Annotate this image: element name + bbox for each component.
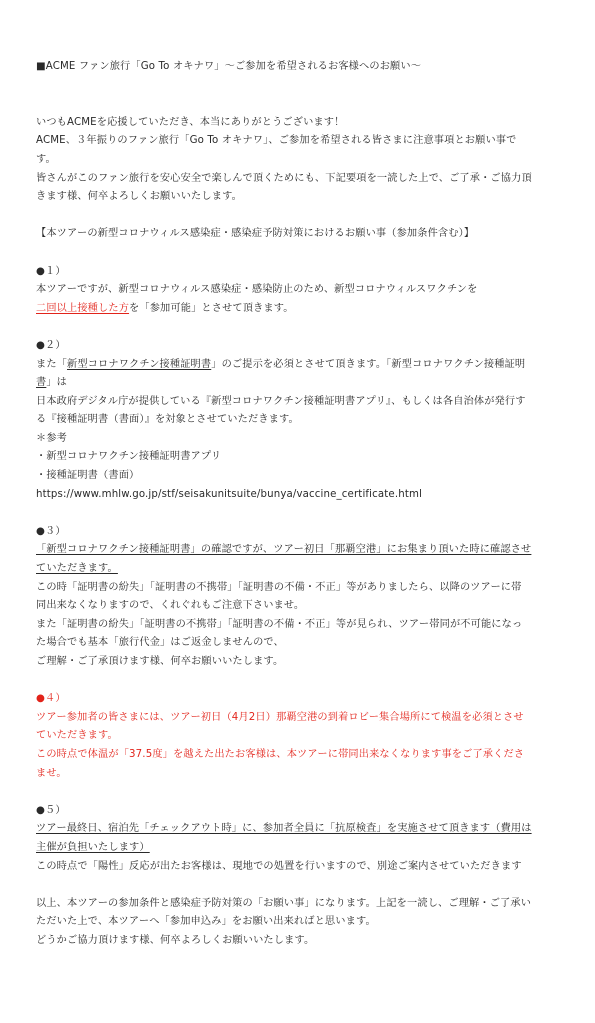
red-bullet-icon: ● <box>36 693 46 705</box>
item3-line: ご理解・ご了承頂けます様、何卒お願いいたします。 <box>36 656 284 667</box>
item1-highlight: 二回以上接種した方 <box>36 302 130 314</box>
intro-line: ACME、３年振りのファン旅行「Go To オキナワ」、ご参加を希望される皆さまに注意事項とお願い事で <box>36 135 517 147</box>
spacer <box>36 244 567 263</box>
item5-line-underlined: ツアー最終日、宿泊先「チェックアウト時」に、参加者全員に「抗原検査」を実施させて頂きます（費用は <box>36 823 532 835</box>
intro-line: 皆さんがこのファン旅行を安心安全で楽しんで頂くためにも、下記要項を一読した上で、ご了承・ご協力頂 <box>36 172 532 184</box>
item3-line-underlined <box>36 560 567 579</box>
item5-line-underlined <box>36 839 567 858</box>
intro-line: す。 <box>36 153 56 165</box>
spacer <box>36 318 567 337</box>
item3-marker: ●３） <box>36 525 66 537</box>
spacer <box>36 95 567 114</box>
item3-line: また「証明書の紛失」「証明書の不携帯」「証明書の不備・不正」等が見られ、ツアー帯同が不可能になっ <box>36 618 523 630</box>
item2-line <box>36 356 567 375</box>
item2-marker: ●２） <box>36 339 66 351</box>
item2-line: る『接種証明書（書面）』を対象とさせていただきます。 <box>36 414 299 426</box>
item5-marker: ●５） <box>36 804 66 816</box>
intro-line: いつもACMEを応援していただき、本当にありがとうございます！ <box>36 116 345 128</box>
item3-underlined: ていただきます。 <box>36 563 118 575</box>
item1-line-rest: を「参加可能」とさせて頂きます。 <box>129 302 294 314</box>
item4-marker-number: ４） <box>45 693 66 705</box>
spacer <box>36 207 567 226</box>
item1-line: 本ツアーですが、新型コロナウィルス感染症・感染防止のため、新型コロナウィルスワクチンを <box>36 284 478 296</box>
item3-line-underlined: 「新型コロナワクチン接種証明書」の確認ですが、ツアー初日「那覇空港」にお集まり頂いた時に確認させ <box>36 544 532 556</box>
spacer <box>36 783 567 802</box>
item2-text: 」は <box>46 377 68 389</box>
item2-text: 」のご提示を必須とさせて頂きます。「新型コロナワクチン接種証明 <box>211 358 526 370</box>
item3-line: この時「証明書の紛失」「証明書の不携帯」「証明書の不備・不正」等がありましたら、以降のツアーに帯 <box>36 581 522 593</box>
spacer <box>36 504 567 523</box>
reference-url[interactable]: https://www.mhlw.go.jp/stf/seisakunitsuite/bunya/vaccine_certificate.html <box>36 488 423 500</box>
item2-line <box>36 374 567 393</box>
item2-ref-item: ・新型コロナワクチン接種証明書アプリ <box>36 451 222 463</box>
spacer <box>36 876 567 895</box>
item2-ref-label: ＊参考 <box>36 432 68 444</box>
item5-line: この時点で「陽性」反応が出たお客様は、現地での処置を行いますので、別途ご案内させていただきます <box>36 860 522 872</box>
item4-line: この時点で体温が「37.5度」を越えた出たお客様は、本ツアーに帯同出来なくなります事をご了承くださ <box>36 748 525 760</box>
item2-underlined: 書 <box>36 377 47 389</box>
section-heading: 【本ツアーの新型コロナウィルス感染症・感染症予防対策におけるお願い事（参加条件含む）】 <box>36 228 475 240</box>
item3-line: た場合でも基本「旅行代金」はご返金しませんので、 <box>36 637 284 649</box>
item2-text: また「 <box>36 358 68 370</box>
item5-underlined: 主催が負担いたします） <box>36 841 150 853</box>
spacer <box>36 672 567 691</box>
item3-line: 同出来なくなりますので、くれぐれもご注意下さいませ。 <box>36 600 305 612</box>
item4-line: ませ。 <box>36 767 67 779</box>
closing-line: ただいた上で、本ツアーへ「参加申込み」をお願い出来ればと思います。 <box>36 916 376 928</box>
item2-line: 日本政府デジタル庁が提供している『新型コロナワクチン接種証明書アプリ』、もしくは各自治体が発行す <box>36 395 526 407</box>
document-title: ■ACME ファン旅行「Go To オキナワ」〜ご参加を希望されるお客様へのお願い〜 <box>36 61 422 72</box>
item2-ref-item: ・接種証明書（書面） <box>36 470 140 482</box>
item4-marker <box>36 690 567 709</box>
intro-line: きます様、何卒よろしくお願いいたします。 <box>36 191 242 203</box>
closing-line: どうかご協力頂けます様、何卒よろしくお願いいたします。 <box>36 934 315 946</box>
item4-line: ツアー参加者の皆さまには、ツアー初日（4月2日）那覇空港の到着ロビー集合場所にて検温を必須とさせ <box>36 711 524 723</box>
spacer <box>36 77 567 96</box>
item2-underlined: 新型コロナワクチン接種証明書 <box>67 358 212 370</box>
item1-marker: ●１） <box>36 265 66 277</box>
item1-line <box>36 300 567 319</box>
closing-line: 以上、本ツアーの参加条件と感染症予防対策の「お願い事」になります。上記を一読し、ご理解・ご了承い <box>36 897 532 909</box>
item4-line: ていただきます。 <box>36 730 118 742</box>
